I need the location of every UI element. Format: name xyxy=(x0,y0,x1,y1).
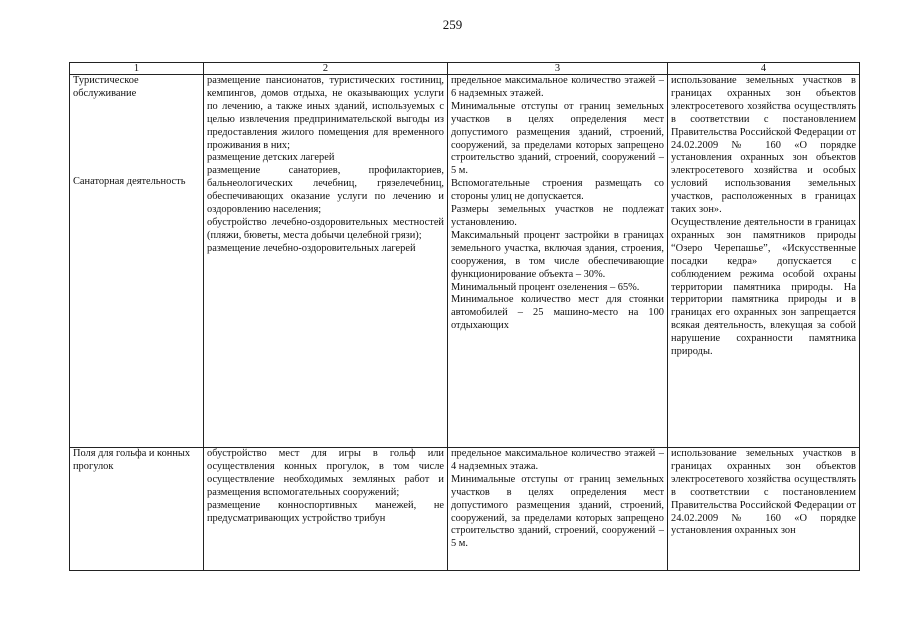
parameters-cell xyxy=(448,448,668,571)
use-description: размещение конноспортивных манежей, не предусматривающих устройство трибун xyxy=(207,499,444,524)
use-description-cell xyxy=(204,448,448,571)
column-header: 4 xyxy=(668,63,860,75)
parameter-text: Максимальный процент застройки в границах земельного участка, включая здания, строения, сооружения, в том числе обеспечивающие функционирование объекта – 30%. xyxy=(451,229,664,280)
table-row xyxy=(70,448,860,571)
page-number: 259 xyxy=(442,17,463,32)
restrictions-cell xyxy=(668,448,860,571)
use-type-name: Санаторная деятельность xyxy=(73,175,186,187)
parameter-text: предельное максимальное количество этажей – 6 надземных этажей. xyxy=(451,75,664,99)
table-header-row xyxy=(70,63,860,75)
column-header: 2 xyxy=(204,63,448,75)
parameter-text: Вспомогательные строения размещать со стороны улиц не допускается. xyxy=(451,178,664,203)
parameter-text: Минимальные отступы от границ земельных участков в целях определения мест допустимого размещения зданий, строений, сооружений, за пределами которых запрещено строительство зданий, строений, сооружений – 5 м. xyxy=(451,100,664,177)
column-header: 1 xyxy=(70,63,204,75)
use-description: обустройство мест для игры в гольф или осуществления конных прогулок, в том числе осуществление необходимых земляных работ и размещения вспомогательных сооружений; xyxy=(207,448,444,498)
restriction-text: использование земельных участков в границах охранных зон объектов электросетевого хозяйства осуществлять в соответствии с постановлением Правительства Российской Федерации от 24.02.2009 № 160 «О порядке установления охранных зон xyxy=(671,448,856,537)
use-description-cell xyxy=(204,75,448,448)
use-type-name: Поля для гольфа и конных прогулок xyxy=(73,448,191,472)
column-header: 3 xyxy=(448,63,668,75)
parameter-text: предельное максимальное количество этажей – 4 надземных этажа. xyxy=(451,448,664,472)
use-description: размещение детских лагерей xyxy=(207,152,335,164)
parameter-text: Минимальное количество мест для стоянки автомобилей – 25 машино-место на 100 отдыхающих xyxy=(451,294,664,332)
land-use-table xyxy=(69,62,860,571)
use-type-cell xyxy=(70,75,204,448)
use-description: размещение лечебно-оздоровительных лагерей xyxy=(207,242,416,254)
use-type-name: Туристическое обслуживание xyxy=(73,75,139,99)
parameter-text: Минимальные отступы от границ земельных участков в целях определения мест допустимого размещения зданий, строений, сооружений, за пределами которых запрещено строительство зданий, строений, сооружений – 5 м. xyxy=(451,473,664,550)
restriction-text: использование земельных участков в границах охранных зон объектов электросетевого хозяйства осуществлять в соответствии с постановлением Правительства Российской Федерации от 24.02.2009 № 160 «О порядке установления охранных зон объектов электросетевого хозяйства и особых условий использования земельных участков, расположенных в границах таких зон». xyxy=(671,75,856,216)
restrictions-cell xyxy=(668,75,860,448)
restriction-text: Осуществление деятельности в границах охранных зон памятников природы “Озеро Черепашье”, «Искусственные посадки кедра» допускается с соблюдением режима особой охраны территории памятника природы. На территории памятника природы и в границах его охранных зон запрещается всякая деятельность, влекущая за собой нарушение сохранности памятника природы. xyxy=(671,216,856,358)
use-description: размещение санаториев, профилакториев, бальнеологических лечебниц, грязелечебниц, обеспечивающих оказание услуги по лечению и оздоровлению населения; xyxy=(207,165,444,216)
parameter-text: Минимальный процент озеленения – 65%. xyxy=(451,281,640,293)
table-row xyxy=(70,75,860,448)
parameter-text: Размеры земельных участков не подлежат установлению. xyxy=(451,204,664,228)
use-description: обустройство лечебно-оздоровительных местностей (пляжи, бюветы, места добычи целебной грязи); xyxy=(207,216,444,241)
use-type-cell xyxy=(70,448,204,571)
use-description: размещение пансионатов, туристических гостиниц, кемпингов, домов отдыха, не оказывающих услуги по лечению, а также иных зданий, используемых с целью извлечения предпринимательской выгоды из предоставления жилого помещения для временного проживания в них; xyxy=(207,75,444,151)
parameters-cell xyxy=(448,75,668,448)
